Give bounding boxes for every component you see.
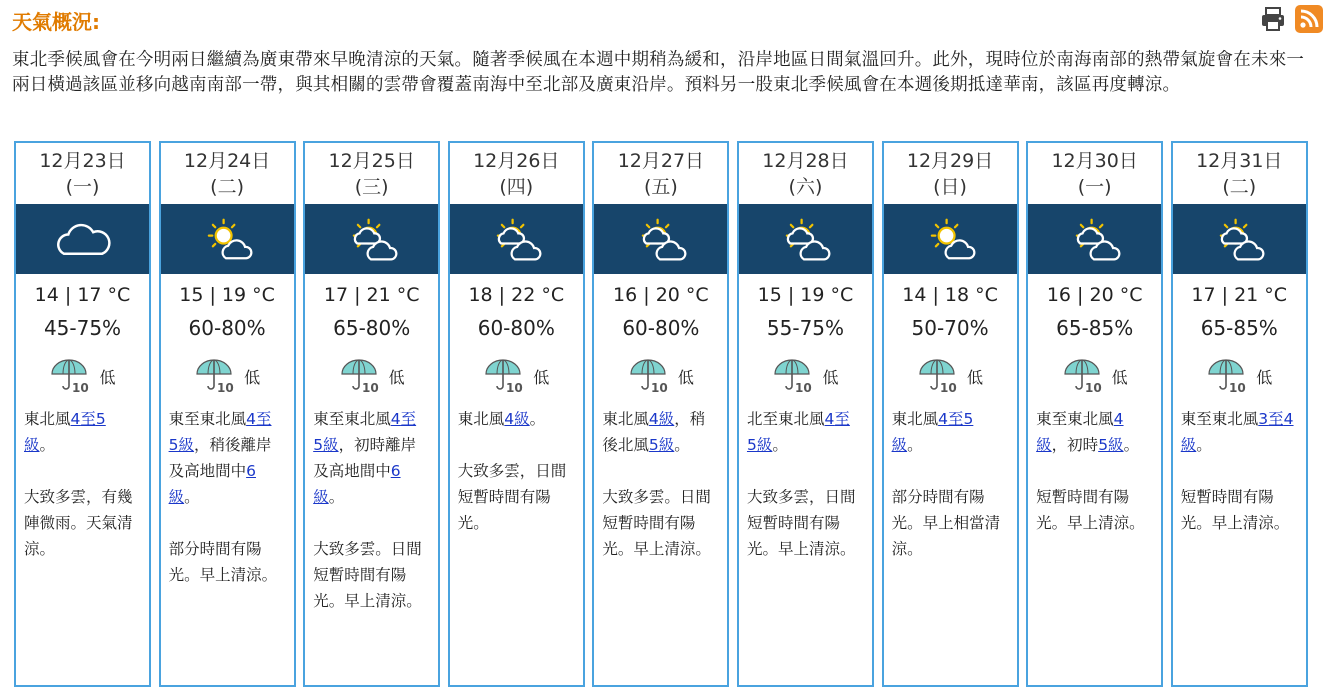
rain-probability <box>594 356 727 396</box>
beaufort-scale-link[interactable]: 4級 <box>504 410 530 428</box>
wind-text: 。 <box>772 436 788 454</box>
toolbar <box>1259 5 1323 33</box>
beaufort-scale-link[interactable]: 級 <box>1036 436 1052 454</box>
rain-probability-label: 低 <box>388 367 405 387</box>
beaufort-scale-link[interactable]: 4 <box>824 410 835 428</box>
rain-probability <box>16 356 149 396</box>
weather-description: 部分時間有陽光。早上清涼。 <box>168 540 278 584</box>
wind-text: ，初時離岸及高地間中 <box>313 436 417 480</box>
forecast-date <box>739 143 872 204</box>
umbrella-10-icon <box>49 356 93 396</box>
temperature-range: 16 | 20 °C <box>1046 284 1143 306</box>
umbrella-10-icon <box>194 356 238 396</box>
sunny-periods-icon <box>198 213 256 265</box>
forecast-date <box>16 143 149 204</box>
rain-probability-label: 低 <box>533 367 550 387</box>
wind-text: 。 <box>1196 436 1212 454</box>
wind-text: 東至東北風 <box>1180 410 1259 428</box>
beaufort-scale-link[interactable]: 5 <box>963 410 974 428</box>
forecast-date <box>305 143 438 204</box>
humidity-range: 65-85% <box>1056 316 1134 340</box>
rain-probability <box>1028 356 1161 396</box>
beaufort-scale-link[interactable]: 5級 <box>168 436 194 454</box>
forecast-weekday: (二) <box>210 176 244 198</box>
rain-probability <box>450 356 583 396</box>
forecast-date-label: 12月30日 <box>1051 150 1138 172</box>
forecast-day <box>1026 141 1163 687</box>
forecast-weekday: (六) <box>788 176 823 198</box>
weather-icon-band <box>450 204 583 274</box>
rain-probability <box>161 356 294 396</box>
forecast-weekday: (四) <box>499 176 534 198</box>
svg-text:10: 10 <box>795 381 813 395</box>
rain-probability-label: 低 <box>822 367 839 387</box>
humidity-range: 60-80% <box>622 316 700 340</box>
wind-forecast <box>739 406 872 458</box>
beaufort-scale-link[interactable]: 5 <box>95 410 106 428</box>
temperature-range: 15 | 19 °C <box>757 284 854 306</box>
beaufort-scale-link[interactable]: 級 <box>168 488 185 506</box>
forecast-day <box>159 141 296 687</box>
beaufort-scale-link[interactable]: 4 <box>938 410 948 428</box>
wind-text: ，初時 <box>1051 436 1099 454</box>
weather-description: 大致多雲。日間短暫時間有陽光。早上清涼。 <box>313 540 422 610</box>
sunny-intervals-icon <box>343 213 401 265</box>
wind-text: 。 <box>184 488 200 506</box>
forecast-weekday: (一) <box>65 176 100 198</box>
rain-probability-label: 低 <box>244 367 261 387</box>
beaufort-scale-link[interactable]: 級 <box>313 488 329 506</box>
wind-text: 東至東北風 <box>313 410 391 428</box>
beaufort-scale-link[interactable]: 4級 <box>648 410 675 428</box>
weather-description: 部分時間有陽光。早上相當清涼。 <box>891 488 1001 558</box>
umbrella-10-icon <box>917 356 961 396</box>
forecast-date <box>1173 143 1306 204</box>
rain-probability-label: 低 <box>677 367 694 387</box>
svg-text:10: 10 <box>940 381 957 395</box>
forecast-date-label: 12月29日 <box>906 150 994 172</box>
beaufort-scale-link[interactable]: 3 <box>1258 410 1269 428</box>
wind-forecast <box>884 406 1017 458</box>
wind-text: 。 <box>907 436 923 454</box>
svg-text:10: 10 <box>361 381 379 395</box>
svg-text:10: 10 <box>650 381 668 395</box>
beaufort-scale-link[interactable]: 4 <box>1113 410 1124 428</box>
sunny-intervals-icon <box>632 213 690 265</box>
wind-forecast <box>305 406 438 510</box>
forecast-date-label: 12月26日 <box>473 150 560 172</box>
weather-icon-band <box>305 204 438 274</box>
umbrella-10-icon <box>483 356 527 396</box>
rain-probability <box>1173 356 1306 396</box>
weather-description: 短暫時間有陽光。早上清涼。 <box>1180 488 1290 532</box>
temperature-range: 14 | 17 °C <box>34 284 131 306</box>
umbrella-10-icon <box>339 356 383 396</box>
wind-text: 東至東北風 <box>168 410 247 428</box>
forecast-day <box>303 141 440 687</box>
temperature-range: 18 | 22 °C <box>468 284 565 306</box>
beaufort-scale-link[interactable]: 至 <box>80 410 96 428</box>
weather-icon-band <box>594 204 727 274</box>
beaufort-scale-link[interactable]: 4 <box>390 410 401 428</box>
wind-text: 。 <box>674 436 690 454</box>
beaufort-scale-link[interactable]: 4 <box>1283 410 1294 428</box>
wind-text: 北至東北風 <box>746 410 825 428</box>
beaufort-scale-link[interactable]: 5級 <box>746 436 773 454</box>
umbrella-10-icon <box>1206 356 1250 396</box>
forecast-date <box>161 143 294 204</box>
forecast-date-label: 12月31日 <box>1196 150 1283 172</box>
beaufort-scale-link[interactable]: 4 <box>70 410 81 428</box>
weather-icon-band <box>16 204 149 274</box>
beaufort-scale-link[interactable]: 5級 <box>1098 436 1124 454</box>
rain-probability-label: 低 <box>1256 367 1273 387</box>
wind-text: ，稍後離岸及高地間中 <box>168 436 272 480</box>
sunny-intervals-icon <box>1066 213 1124 265</box>
temperature-range: 17 | 21 °C <box>323 284 420 306</box>
beaufort-scale-link[interactable]: 至 <box>400 410 417 428</box>
svg-text:10: 10 <box>1084 381 1102 395</box>
forecast-date-label: 12月24日 <box>183 150 271 172</box>
forecast-weekday: (三) <box>354 176 389 198</box>
beaufort-scale-link[interactable]: 6 <box>246 462 256 480</box>
svg-text:10: 10 <box>72 381 90 395</box>
forecast-date <box>450 143 583 204</box>
wind-text: 東北風 <box>602 410 649 428</box>
wind-text: 東北風 <box>891 410 939 428</box>
general-situation-text: 東北季候風會在今明兩日繼續為廣東帶來早晚清涼的天氣。隨著季候風在本週中期稍為緩和，沿岸地區日間氣溫回升。此外，現時位於南海南部的熱帶氣旋會在未來一兩日橫過該區並移向越南南部一帶，與其相關的雲帶會覆蓋南海中至北部及廣東沿岸。預料另一股東北季候風會在本週後期抵達華南，該區再度轉涼。 <box>12 50 1305 95</box>
beaufort-scale-link[interactable]: 級 <box>891 436 908 454</box>
forecast-day <box>448 141 585 687</box>
forecast-day <box>14 141 151 687</box>
sunny-intervals-icon <box>1210 213 1268 265</box>
weather-description: 短暫時間有陽光。早上清涼。 <box>1036 488 1145 532</box>
forecast-day <box>882 141 1019 687</box>
forecast-weekday: (二) <box>1222 176 1257 198</box>
humidity-range: 45-75% <box>43 316 122 340</box>
humidity-range: 65-80% <box>333 316 411 340</box>
temperature-range: 14 | 18 °C <box>902 284 998 306</box>
umbrella-10-icon <box>1062 356 1106 396</box>
wind-text: ，稍後北風 <box>602 410 706 454</box>
temperature-range: 15 | 19 °C <box>179 284 275 306</box>
weather-icon-band <box>1028 204 1161 274</box>
wind-forecast <box>161 406 294 510</box>
forecast-day <box>592 141 729 687</box>
humidity-range: 55-75% <box>766 316 845 340</box>
rain-probability <box>739 356 872 396</box>
wind-text: 。 <box>529 410 546 428</box>
svg-text:10: 10 <box>217 381 234 395</box>
section-title: 天氣概況: <box>12 10 100 34</box>
svg-text:10: 10 <box>1229 381 1246 395</box>
wind-text: 東至東北風 <box>1036 410 1114 428</box>
forecast-date <box>594 143 727 204</box>
rain-probability-label: 低 <box>99 367 116 387</box>
beaufort-scale-link[interactable]: 4 <box>246 410 256 428</box>
printer-icon[interactable] <box>1259 5 1287 33</box>
wind-text: 東北風 <box>457 410 505 428</box>
sunny-intervals-icon <box>487 213 545 265</box>
wind-forecast <box>1028 406 1161 458</box>
weather-icon-band <box>161 204 294 274</box>
temperature-range: 17 | 21 °C <box>1191 284 1288 306</box>
forecast-weekday: (日) <box>933 176 967 198</box>
rain-probability-label: 低 <box>1111 367 1128 387</box>
beaufort-scale-link[interactable]: 至 <box>947 410 964 428</box>
forecast-weekday: (五) <box>643 176 678 198</box>
rain-probability-label: 低 <box>967 367 984 387</box>
weather-icon-band <box>884 204 1017 274</box>
forecast-day <box>1171 141 1308 687</box>
cloudy-icon <box>54 213 112 265</box>
weather-description: 大致多雲，日間短暫時間有陽光。 <box>457 462 567 532</box>
forecast-date-label: 12月25日 <box>328 150 415 172</box>
beaufort-scale-link[interactable]: 至 <box>255 410 272 428</box>
forecast-date <box>884 143 1017 204</box>
forecast-date <box>1028 143 1161 204</box>
rss-icon[interactable] <box>1295 5 1323 33</box>
wind-forecast <box>16 406 149 458</box>
nine-day-forecast <box>14 141 1308 689</box>
beaufort-scale-link[interactable]: 5級 <box>313 436 339 454</box>
humidity-range: 60-80% <box>477 316 555 340</box>
beaufort-scale-link[interactable]: 至 <box>1268 410 1284 428</box>
umbrella-10-icon <box>628 356 672 396</box>
wind-forecast <box>450 406 583 432</box>
beaufort-scale-link[interactable]: 級 <box>24 436 40 454</box>
wind-forecast <box>1173 406 1306 458</box>
beaufort-scale-link[interactable]: 5級 <box>648 436 675 454</box>
wind-text: 。 <box>39 436 56 454</box>
svg-text:10: 10 <box>506 381 523 395</box>
wind-text: 。 <box>328 488 345 506</box>
forecast-weekday: (一) <box>1077 176 1112 198</box>
beaufort-scale-link[interactable]: 至 <box>834 410 850 428</box>
weather-description: 大致多雲，日間短暫時間有陽光。早上清涼。 <box>746 488 856 558</box>
temperature-range: 16 | 20 °C <box>613 284 709 306</box>
wind-forecast <box>594 406 727 458</box>
weather-description: 大致多雲。日間短暫時間有陽光。早上清涼。 <box>602 488 711 558</box>
forecast-date-label: 12月23日 <box>39 150 126 172</box>
wind-text: 。 <box>1123 436 1140 454</box>
forecast-day <box>737 141 874 687</box>
sunny-periods-icon <box>921 213 979 265</box>
humidity-range: 65-85% <box>1200 316 1278 340</box>
beaufort-scale-link[interactable]: 6 <box>390 462 401 480</box>
forecast-date-label: 12月28日 <box>762 150 849 172</box>
umbrella-10-icon <box>772 356 816 396</box>
humidity-range: 50-70% <box>911 316 989 340</box>
sunny-intervals-icon <box>776 213 834 265</box>
weather-description: 大致多雲，有幾陣微雨。天氣清涼。 <box>24 488 133 558</box>
wind-text: 東北風 <box>24 410 71 428</box>
humidity-range: 60-80% <box>188 316 266 340</box>
beaufort-scale-link[interactable]: 級 <box>1180 436 1197 454</box>
forecast-date-label: 12月27日 <box>617 150 705 172</box>
rain-probability <box>884 356 1017 396</box>
weather-icon-band <box>739 204 872 274</box>
rain-probability <box>305 356 438 396</box>
weather-icon-band <box>1173 204 1306 274</box>
